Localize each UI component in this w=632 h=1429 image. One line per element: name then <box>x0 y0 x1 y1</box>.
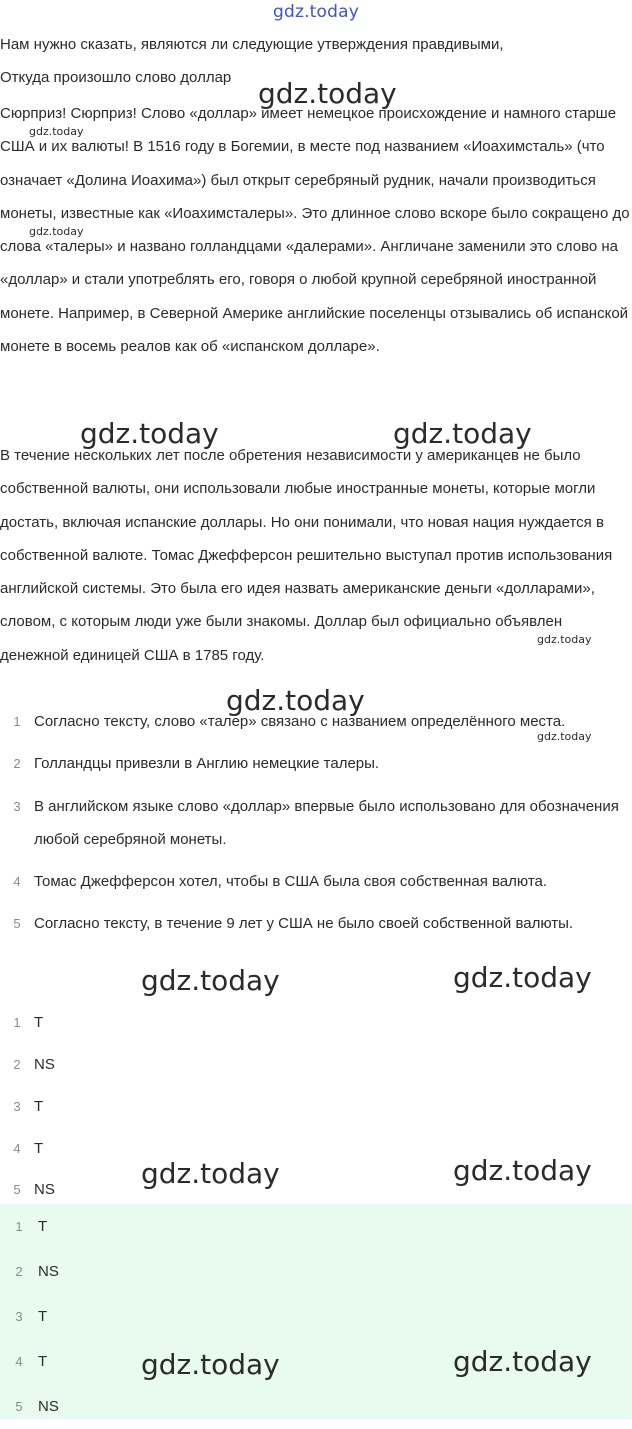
answer-item <box>0 1249 632 1294</box>
answer-number: 1 <box>15 1218 23 1234</box>
answer-number: 3 <box>15 1308 23 1324</box>
statement-number: 2 <box>13 756 21 772</box>
answer-value: T <box>34 1097 44 1115</box>
text-block-2 <box>0 439 632 672</box>
answer-value: NS <box>34 1056 55 1074</box>
answer-item <box>0 1294 632 1339</box>
heading-line-2: Откуда произошло слово доллар <box>0 69 232 87</box>
statement-number: 5 <box>13 916 21 932</box>
list-item <box>0 865 632 898</box>
answer-value: T <box>34 1139 44 1157</box>
heading-line-1: Нам нужно сказать, являются ли следующие утверждения правдивыми, <box>0 36 504 53</box>
watermark: gdz.today <box>537 730 592 743</box>
paragraph-1: Сюрприз! Сюрприз! Слово «доллар» имеет немецкое происхождение и намного старше США и их валюты! В 1516 году в Богемии, в месте под названием «Иоахимсталь» (что означает «Долина Иоахима») был открыт серебряный рудник, начали производиться монеты, известные как «Иоахимсталеры». Это длинное слово вскоре было сокращено до слова «талеры» и названо голландцами «далерами». Англичане заменили это слово на «доллар» и стали употреблять его, говоря о любой крупной серебряной иностранной монете. Например, в Северной Америке английские поселенцы отзывались об испанской монете в восемь реалов как об «испанском долларе». <box>0 105 630 356</box>
watermark: gdz.today <box>29 225 84 238</box>
statement-text: Томас Джефферсон хотел, чтобы в США была своя собственная валюта. <box>34 873 548 891</box>
statement-text: В английском языке слово «доллар» впервые было использовано для обозначения любой серебряной монеты. <box>34 797 619 848</box>
watermark: gdz.today <box>226 684 365 717</box>
answer-value: T <box>38 1352 48 1370</box>
statements-list <box>0 705 632 950</box>
watermark: gdz.today <box>80 417 219 450</box>
watermark: gdz.today <box>453 1345 592 1378</box>
watermark: gdz.today <box>141 1348 280 1381</box>
answer-item <box>0 1044 632 1086</box>
watermark: gdz.today <box>258 77 397 110</box>
list-item <box>0 907 632 940</box>
watermark: gdz.today <box>141 1157 280 1190</box>
answer-number: 2 <box>15 1263 23 1279</box>
statement-text: Согласно тексту, в течение 9 лет у США не было своей собственной валюты. <box>34 915 574 933</box>
answers-highlighted-list <box>0 1204 632 1419</box>
answer-number: 4 <box>15 1353 23 1369</box>
answer-value: T <box>34 1014 44 1032</box>
answer-number: 2 <box>13 1057 21 1073</box>
answer-number: 1 <box>13 1015 21 1031</box>
statement-number: 4 <box>13 874 21 890</box>
watermark: gdz.today <box>537 633 592 646</box>
answer-item <box>0 1127 632 1169</box>
answer-number: 5 <box>15 1398 23 1414</box>
site-logo[interactable]: gdz.today <box>272 2 360 22</box>
watermark: gdz.today <box>393 417 532 450</box>
answer-number: 3 <box>13 1098 21 1114</box>
answer-value: NS <box>34 1181 55 1199</box>
list-item <box>0 705 632 738</box>
answer-value: T <box>38 1217 48 1235</box>
watermark: gdz.today <box>29 125 84 138</box>
list-item <box>0 747 632 780</box>
watermark: gdz.today <box>453 1154 592 1187</box>
statement-number: 1 <box>13 714 21 729</box>
answer-item <box>0 1204 632 1249</box>
list-item <box>0 790 632 857</box>
statement-text: Голландцы привезли в Англию немецкие талеры. <box>34 755 380 773</box>
answer-item <box>0 1384 632 1429</box>
answer-value: NS <box>38 1397 59 1415</box>
statement-number: 3 <box>13 798 21 814</box>
answer-value: T <box>38 1307 48 1325</box>
answer-item <box>0 1002 632 1044</box>
answer-number: 4 <box>13 1140 21 1156</box>
watermark: gdz.today <box>141 964 280 997</box>
statement-text: Согласно тексту, слово «талер» связано с названием определённого места. <box>34 713 566 730</box>
answer-item <box>0 1339 632 1384</box>
text-block-1 <box>0 97 632 363</box>
watermark: gdz.today <box>453 961 592 994</box>
answer-item <box>0 1086 632 1128</box>
paragraph-2: В течение нескольких лет после обретения независимости у американцев не было собственной валюты, они использовали любые иностранные монеты, которые могли достать, включая испанские доллары. Но они понимали, что новая нация нуждается в собственной валюте. Томас Джефферсон решительно выступал против использования английской системы. Это была его идея назвать американские деньги «долларами», словом, с которым люди уже были знакомы. Доллар был официально объявлен денежной единицей США в 1785 году. <box>0 447 613 664</box>
answers-list <box>0 1002 632 1211</box>
answer-number: 5 <box>13 1182 21 1198</box>
task-heading <box>0 28 632 95</box>
answer-value: NS <box>38 1262 59 1280</box>
